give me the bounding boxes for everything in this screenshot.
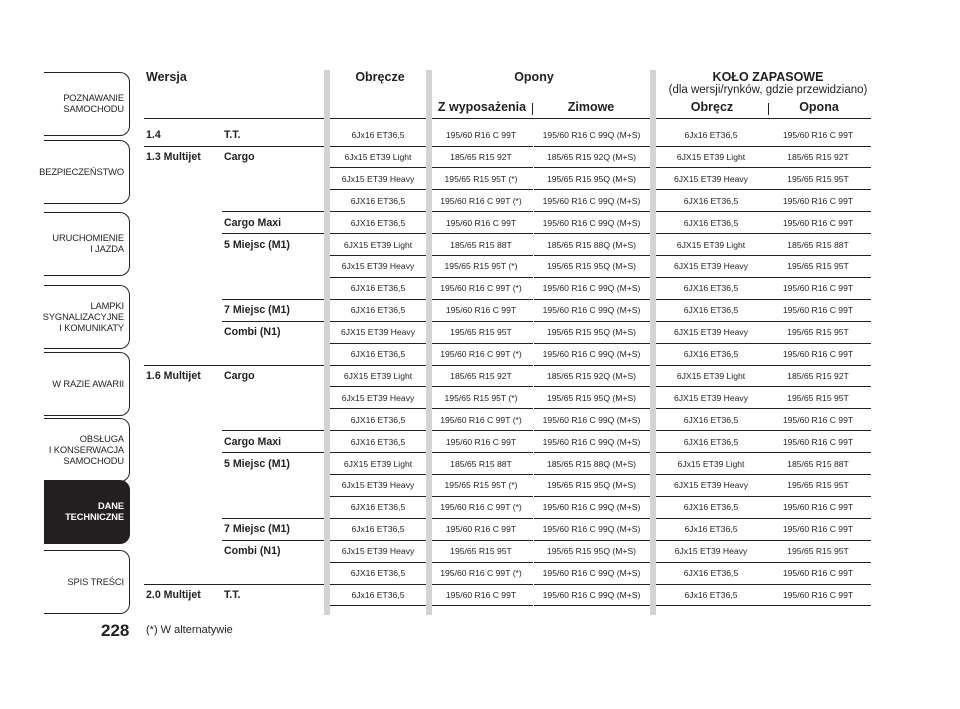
- subversion-cell: [224, 409, 324, 431]
- spare-rim-cell: 6JX16 ET36,5: [683, 502, 739, 513]
- table-row: [0, 387, 960, 409]
- sidebar-tab-lampki[interactable]: LAMPKI SYGNALIZACYJNE I KOMUNIKATY: [44, 285, 130, 349]
- winter-tyre-cell: 195/65 R15 95Q (M+S): [546, 173, 637, 184]
- rim-cell: 6JX16 ET36,5: [350, 283, 406, 294]
- winter-tyre-cell: 195/60 R16 C 99Q (M+S): [542, 130, 641, 140]
- header-z-wyposazenia: Z wyposażenia: [437, 100, 527, 114]
- table-row: [0, 321, 960, 343]
- spare-rim-cell: 6JX15 ET39 Heavy: [673, 480, 749, 491]
- table-row: [0, 562, 960, 584]
- header-obrecz: Obręcz: [690, 100, 734, 114]
- rim-cell: 6JX16 ET36,5: [350, 568, 406, 578]
- tyre-cell: 185/65 R15 92T: [450, 151, 512, 162]
- sidebar-tab-awarie[interactable]: W RAZIE AWARII: [44, 352, 130, 416]
- winter-tyre-cell: 195/65 R15 95Q (M+S): [546, 392, 637, 403]
- header-zimowe: Zimowe: [567, 100, 615, 114]
- header-rule-tyres: [432, 118, 650, 119]
- spare-rim-cell: 6Jx16 ET36,5: [684, 524, 738, 535]
- table-row: [0, 518, 960, 540]
- winter-tyre-cell: 195/60 R16 C 99Q (M+S): [542, 524, 641, 535]
- rim-cell: 6JX16 ET36,5: [350, 414, 406, 425]
- rim-cell: 6JX16 ET36,5: [350, 502, 406, 513]
- tyre-cell: 195/60 R16 C 99T (*): [440, 195, 522, 206]
- spare-rim-cell: 6JX16 ET36,5: [683, 568, 739, 578]
- header-kolo-note: (dla wersji/rynków, gdzie przewidziano): [668, 84, 868, 96]
- spare-rim-cell: 6JX16 ET36,5: [683, 414, 739, 425]
- sidebar-tab-uruchomienie[interactable]: URUCHOMIENIE I JAZDA: [44, 212, 130, 276]
- version-cell: [146, 212, 226, 234]
- rim-cell: 6JX15 ET39 Light: [343, 370, 413, 381]
- version-cell: [146, 562, 226, 584]
- table-row: [0, 409, 960, 431]
- sidebar-tab-obsluga[interactable]: OBSŁUGA I KONSERWACJA SAMOCHODU: [44, 418, 130, 482]
- header-opony: Opony: [514, 70, 554, 84]
- table-row: [0, 212, 960, 234]
- spare-rim-cell: 6JX16 ET36,5: [683, 305, 739, 316]
- table-row: [0, 168, 960, 190]
- spare-tyre-cell: 195/60 R16 C 99T: [782, 349, 854, 359]
- header-opony-divider: [532, 103, 533, 115]
- subversion-cell: Combi (N1): [224, 545, 281, 558]
- header-spare-divider: [768, 103, 769, 115]
- version-cell: [146, 409, 226, 431]
- tyre-cell: 195/65 R15 95T: [450, 546, 512, 557]
- table-row: [0, 453, 960, 475]
- header-rule-spare: [656, 118, 871, 119]
- page-number: 228: [101, 621, 130, 640]
- subversion-cell: T.T.: [224, 129, 241, 141]
- version-cell: [146, 255, 226, 277]
- rim-cell: 6Jx15 ET39 Heavy: [341, 261, 415, 272]
- spare-tyre-cell: 195/60 R16 C 99T: [782, 568, 854, 578]
- table-row: [0, 365, 960, 387]
- spare-tyre-cell: 195/60 R16 C 99T: [782, 217, 854, 228]
- spare-tyre-cell: 195/65 R15 95T: [787, 480, 849, 491]
- tyre-cell: 195/60 R16 C 99T: [445, 589, 517, 600]
- spare-rim-cell: 6Jx15 ET39 Heavy: [674, 546, 748, 557]
- spare-tyre-cell: 195/60 R16 C 99T: [782, 414, 854, 425]
- row-separator: [534, 605, 650, 606]
- spare-rim-cell: 6JX15 ET39 Heavy: [673, 392, 749, 403]
- tyre-cell: 195/65 R15 95T (*): [444, 480, 518, 491]
- winter-tyre-cell: 195/65 R15 95Q (M+S): [546, 327, 637, 338]
- spare-rim-cell: 6JX16 ET36,5: [683, 195, 739, 206]
- spare-tyre-cell: 185/65 R15 92T: [787, 370, 849, 381]
- footnote: (*) W alternatywie: [146, 624, 233, 636]
- spare-rim-cell: 6JX16 ET36,5: [683, 217, 739, 228]
- spare-tyre-cell: 195/60 R16 C 99T: [782, 305, 854, 316]
- spare-tyre-cell: 195/60 R16 C 99T: [782, 283, 854, 294]
- spare-rim-cell: 6JX15 ET39 Light: [676, 239, 746, 250]
- table-row: [0, 277, 960, 299]
- spare-tyre-cell: 185/65 R15 88T: [787, 239, 849, 250]
- sidebar-tab-spis[interactable]: SPIS TREŚCI: [44, 550, 130, 614]
- row-separator: [432, 605, 533, 606]
- version-cell: [146, 277, 226, 299]
- tyre-cell: 185/65 R15 92T: [450, 370, 512, 381]
- tyre-cell: 195/65 R15 95T (*): [444, 261, 518, 272]
- subversion-cell: [224, 562, 324, 584]
- version-cell: 1.4: [146, 129, 161, 141]
- version-cell: [146, 234, 226, 256]
- winter-tyre-cell: 195/65 R15 95Q (M+S): [546, 480, 637, 491]
- rim-cell: 6JX16 ET36,5: [350, 195, 406, 206]
- subversion-cell: [224, 343, 324, 365]
- tyre-cell: 195/60 R16 C 99T: [445, 305, 517, 316]
- subversion-cell: [224, 190, 324, 212]
- spare-tyre-cell: 195/65 R15 95T: [787, 546, 849, 557]
- spare-rim-cell: 6Jx15 ET39 Light: [677, 458, 745, 469]
- rim-cell: 6Jx15 ET39 Light: [344, 151, 412, 162]
- subversion-cell: Combi (N1): [224, 326, 281, 339]
- tyre-cell: 195/65 R15 95T (*): [444, 392, 518, 403]
- spare-tyre-cell: 185/65 R15 88T: [787, 458, 849, 469]
- version-cell: [146, 453, 226, 475]
- version-cell: [146, 496, 226, 518]
- header-opona: Opona: [799, 100, 839, 114]
- sidebar-tab-bezpieczenstwo[interactable]: BEZPIECZEŃSTWO: [44, 140, 130, 204]
- tyre-cell: 185/65 R15 88T: [450, 239, 512, 250]
- table-row: [0, 584, 960, 606]
- winter-tyre-cell: 195/60 R16 C 99Q (M+S): [542, 414, 641, 425]
- subversion-cell: [224, 387, 324, 409]
- spare-rim-cell: 6JX16 ET36,5: [683, 349, 739, 359]
- tyre-cell: 195/60 R16 C 99T: [445, 130, 517, 140]
- spare-rim-cell: 6JX15 ET39 Heavy: [673, 327, 749, 338]
- table-row: [0, 343, 960, 365]
- version-cell: [146, 168, 226, 190]
- spare-rim-cell: 6Jx16 ET36,5: [684, 589, 738, 600]
- subversion-cell: 7 Miejsc (M1): [224, 304, 290, 317]
- winter-tyre-cell: 195/60 R16 C 99Q (M+S): [542, 349, 641, 359]
- version-cell: [146, 299, 226, 321]
- tyre-cell: 195/60 R16 C 99T (*): [440, 414, 522, 425]
- winter-tyre-cell: 195/60 R16 C 99Q (M+S): [542, 568, 641, 578]
- tyre-cell: 195/65 R15 95T: [450, 327, 512, 338]
- spare-tyre-cell: 195/60 R16 C 99T: [782, 524, 854, 535]
- rim-cell: 6JX16 ET36,5: [350, 217, 406, 228]
- subversion-cell: 5 Miejsc (M1): [224, 457, 290, 470]
- spare-tyre-cell: 195/65 R15 95T: [787, 261, 849, 272]
- winter-tyre-cell: 195/60 R16 C 99Q (M+S): [542, 502, 641, 513]
- table-row: [0, 540, 960, 562]
- spare-tyre-cell: 195/60 R16 C 99T: [782, 195, 854, 206]
- version-cell: [146, 540, 226, 562]
- spare-rim-cell: 6JX15 ET39 Light: [676, 370, 746, 381]
- winter-tyre-cell: 195/60 R16 C 99Q (M+S): [542, 195, 641, 206]
- rim-cell: 6Jx15 ET39 Heavy: [341, 173, 415, 184]
- version-cell: 1.3 Multijet: [146, 150, 201, 163]
- row-separator: [767, 605, 871, 606]
- winter-tyre-cell: 195/65 R15 95Q (M+S): [546, 261, 637, 272]
- subversion-cell: Cargo Maxi: [224, 435, 282, 448]
- rim-cell: 6Jx15 ET39 Heavy: [341, 546, 415, 557]
- subversion-cell: Cargo Maxi: [224, 216, 282, 229]
- rim-cell: 6JX15 ET39 Light: [343, 239, 413, 250]
- table-row: [0, 234, 960, 256]
- tyre-cell: 195/60 R16 C 99T (*): [440, 349, 522, 359]
- winter-tyre-cell: 195/65 R15 95Q (M+S): [546, 546, 637, 557]
- rim-cell: 6JX16 ET36,5: [350, 305, 406, 316]
- spare-rim-cell: 6Jx16 ET36,5: [684, 130, 738, 140]
- header-rule-version: [144, 118, 324, 119]
- subversion-cell: T.T.: [224, 588, 241, 601]
- subversion-cell: [224, 255, 324, 277]
- spare-tyre-cell: 195/65 R15 95T: [787, 392, 849, 403]
- table-row: [0, 474, 960, 496]
- winter-tyre-cell: 195/60 R16 C 99Q (M+S): [542, 436, 641, 447]
- spare-rim-cell: 6JX15 ET39 Heavy: [673, 261, 749, 272]
- rim-cell: 6Jx15 ET39 Heavy: [341, 480, 415, 491]
- winter-tyre-cell: 185/65 R15 92Q (M+S): [546, 370, 637, 381]
- spare-rim-cell: 6JX16 ET36,5: [683, 436, 739, 447]
- winter-tyre-cell: 185/65 R15 88Q (M+S): [546, 239, 637, 250]
- header-wersja: Wersja: [146, 70, 187, 84]
- rim-cell: 6JX16 ET36,5: [350, 436, 406, 447]
- header-rule-rims: [330, 118, 426, 119]
- subversion-cell: [224, 168, 324, 190]
- tyre-cell: 195/60 R16 C 99T (*): [440, 283, 522, 294]
- winter-tyre-cell: 195/60 R16 C 99Q (M+S): [542, 283, 641, 294]
- header-obrecze: Obręcze: [355, 70, 405, 84]
- sidebar-tab-dane[interactable]: DANE TECHNICZNE: [44, 480, 130, 544]
- winter-tyre-cell: 185/65 R15 88Q (M+S): [546, 458, 637, 469]
- version-cell: [146, 431, 226, 453]
- winter-tyre-cell: 195/60 R16 C 99Q (M+S): [542, 589, 641, 600]
- spare-tyre-cell: 195/65 R15 95T: [787, 173, 849, 184]
- tyre-cell: 195/60 R16 C 99T (*): [440, 568, 522, 578]
- version-cell: [146, 474, 226, 496]
- winter-tyre-cell: 195/60 R16 C 99Q (M+S): [542, 217, 641, 228]
- spare-tyre-cell: 195/65 R15 95T: [787, 327, 849, 338]
- spare-tyre-cell: 195/60 R16 C 99T: [782, 130, 854, 140]
- rim-cell: 6JX15 ET39 Light: [343, 458, 413, 469]
- subversion-cell: Cargo: [224, 369, 255, 382]
- subversion-cell: [224, 496, 324, 518]
- sidebar-tab-poznawanie[interactable]: POZNAWANIE SAMOCHODU: [44, 72, 130, 136]
- spare-tyre-cell: 195/60 R16 C 99T: [782, 502, 854, 513]
- tyre-cell: 195/60 R16 C 99T (*): [440, 502, 522, 513]
- version-cell: [146, 387, 226, 409]
- rim-cell: 6JX16 ET36,5: [350, 349, 406, 359]
- tyre-cell: 195/65 R15 95T (*): [444, 173, 518, 184]
- tyre-cell: 195/60 R16 C 99T: [445, 436, 517, 447]
- version-cell: 2.0 Multijet: [146, 588, 201, 601]
- subversion-cell: 5 Miejsc (M1): [224, 238, 290, 251]
- header-kolo-zapasowe: KOŁO ZAPASOWE: [712, 70, 824, 84]
- table-row: [0, 146, 960, 168]
- rim-cell: 6Jx16 ET36,5: [351, 524, 405, 535]
- table-row: [0, 299, 960, 321]
- spare-tyre-cell: 185/65 R15 92T: [787, 151, 849, 162]
- rim-cell: 6Jx16 ET36,5: [351, 130, 405, 140]
- row-separator: [656, 605, 767, 606]
- winter-tyre-cell: 185/65 R15 92Q (M+S): [546, 151, 637, 162]
- table-row: [0, 496, 960, 518]
- subversion-cell: [224, 474, 324, 496]
- version-cell: 1.6 Multijet: [146, 369, 201, 382]
- rim-cell: 6Jx16 ET36,5: [351, 589, 405, 600]
- spare-rim-cell: 6JX15 ET39 Light: [676, 151, 746, 162]
- row-separator: [330, 605, 426, 606]
- spare-tyre-cell: 195/60 R16 C 99T: [782, 589, 854, 600]
- version-cell: [146, 190, 226, 212]
- rim-cell: 6JX15 ET39 Heavy: [340, 327, 416, 338]
- spare-rim-cell: 6JX16 ET36,5: [683, 283, 739, 294]
- version-cell: [146, 518, 226, 540]
- table-row: [0, 431, 960, 453]
- winter-tyre-cell: 195/60 R16 C 99Q (M+S): [542, 305, 641, 316]
- version-cell: [146, 321, 226, 343]
- table-row: [0, 190, 960, 212]
- table-row: [0, 255, 960, 277]
- spare-tyre-cell: 195/60 R16 C 99T: [782, 436, 854, 447]
- version-cell: [146, 343, 226, 365]
- subversion-cell: [224, 277, 324, 299]
- spare-rim-cell: 6JX15 ET39 Heavy: [673, 173, 749, 184]
- subversion-cell: 7 Miejsc (M1): [224, 523, 290, 536]
- rim-cell: 6Jx15 ET39 Heavy: [341, 392, 415, 403]
- tyre-cell: 185/65 R15 88T: [450, 458, 512, 469]
- tyre-cell: 195/60 R16 C 99T: [445, 524, 517, 535]
- table-row: [0, 124, 960, 146]
- subversion-cell: Cargo: [224, 150, 255, 163]
- tyre-cell: 195/60 R16 C 99T: [445, 217, 517, 228]
